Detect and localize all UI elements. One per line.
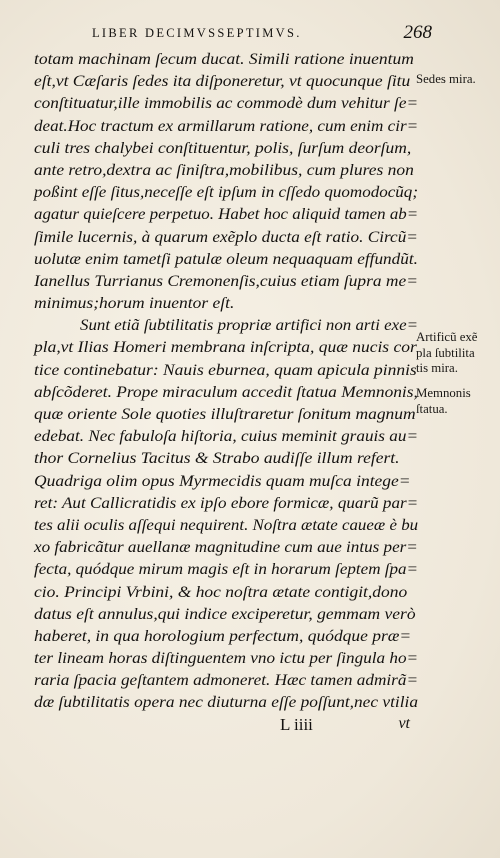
marginal-note-line: Memnonis — [416, 386, 471, 400]
text-line: uolutæ enim tametſi patulæ oleum nequaquam effundũt. — [34, 250, 418, 268]
page-footer — [280, 715, 410, 737]
text-line: pla,vt Ilias Homeri membrana inſcripta, quæ nucis cor — [34, 339, 417, 357]
running-head: LIBER DECIMVSSEPTIMVS. — [92, 26, 302, 40]
text-line: edebat. Nec fabuloſa hiſtoria, cuius meminit grauis au= — [34, 428, 419, 446]
text-line: agatur quieſcere perpetuo. Habet hoc aliquid tamen ab= — [34, 206, 419, 224]
main-text-block — [34, 49, 418, 715]
marginal-note-artificum — [416, 330, 477, 377]
marginal-note-memnon — [416, 386, 471, 417]
marginal-note-line: Sedes mira. — [416, 72, 476, 86]
text-line: dæ ſubtilitatis opera nec diuturna eſſe poſſunt,nec vtilia — [34, 694, 418, 712]
marginal-note-line: ſtatua. — [416, 401, 448, 416]
marginal-note-line: Artificũ exẽ — [416, 330, 478, 344]
text-line: eſt,vt Cæſaris ſedes ita diſponeretur, vt quocunque ſitu — [34, 73, 411, 91]
text-line: Ianellus Turrianus Cremonenſis,cuius etiam ſupra me= — [34, 272, 418, 290]
text-line: tice continebatur: Nauis eburnea, quam apicula pinnis — [34, 361, 417, 379]
text-line: ante retro,dextra ac ſiniſtra,mobilibus, cum plures non — [34, 161, 414, 179]
text-line: quæ oriente Sole quoties illuſtraretur ſonitum magnum — [34, 406, 416, 423]
text-line: Quadriga olim opus Myrmecidis quam muſca intege= — [34, 472, 411, 490]
text-line: culi tres chalybei conſtituentur, polis, ſurſum deorſum, — [34, 139, 412, 157]
marginal-note-line: tis mira. — [416, 361, 458, 375]
signature-mark: L iiii — [280, 715, 313, 734]
text-line: deat.Hoc tractum ex armillarum ratione, cum enim cir= — [34, 117, 419, 135]
page-header — [92, 22, 432, 44]
text-line: datus eſt annulus,qui indice exciperetur, gemmam verò — [34, 605, 416, 623]
text-line: tes alii oculis aſſequi nequirent. Noſtra ætate caueæ è bu — [34, 516, 419, 534]
catchword: vt — [398, 715, 410, 732]
text-line: raria ſpacia geſtantem admoneret. Hæc tamen admirã= — [34, 672, 419, 690]
marginal-note-line: pla ſubtilita — [416, 345, 475, 360]
page-number: 268 — [403, 22, 432, 43]
text-line: xo fabricãtur auellanæ magnitudine cum aue intus per= — [34, 539, 418, 557]
text-line: fecta, quódque mirum magis eſt in horarum ſeptem ſpa= — [34, 561, 419, 579]
text-line: ter lineam horas diſtinguentem vno ictu per ſingula ho= — [34, 650, 419, 668]
text-line: thor Cornelius Tacitus & Strabo audiſſe illum refert. — [34, 450, 400, 468]
text-line: ſimile lucernis, à quarum exẽplo ducta eſt ratio. Circũ= — [34, 228, 418, 246]
text-line: abſcõderet. Prope miraculum accedit ſtatua Memnonis, — [34, 383, 418, 401]
text-line: poßint eſſe ſitus,neceſſe eſt ipſum in cſſedo quomodocũq; — [34, 184, 419, 202]
text-line: totam machinam ſecum ducat. Simili ratione inuentum — [34, 51, 414, 68]
text-line: conſtituatur,ille immobilis ac commodè dum vehitur ſe= — [34, 95, 419, 113]
text-line: ret: Aut Callicratidis ex ipſo ebore formicæ, quarũ par= — [34, 494, 419, 512]
marginal-note-sedes — [416, 72, 476, 88]
text-line: haberet, in qua horologium perfectum, quódque præ= — [34, 627, 412, 645]
paragraph-start-line: Sunt etiã ſubtilitatis propriæ artifici non arti exe= — [80, 317, 419, 335]
text-line: minimus;horum inuentor eſt. — [34, 295, 235, 313]
text-line: cio. Principi Vrbini, & hoc noſtra ætate contigit,dono — [34, 583, 408, 601]
